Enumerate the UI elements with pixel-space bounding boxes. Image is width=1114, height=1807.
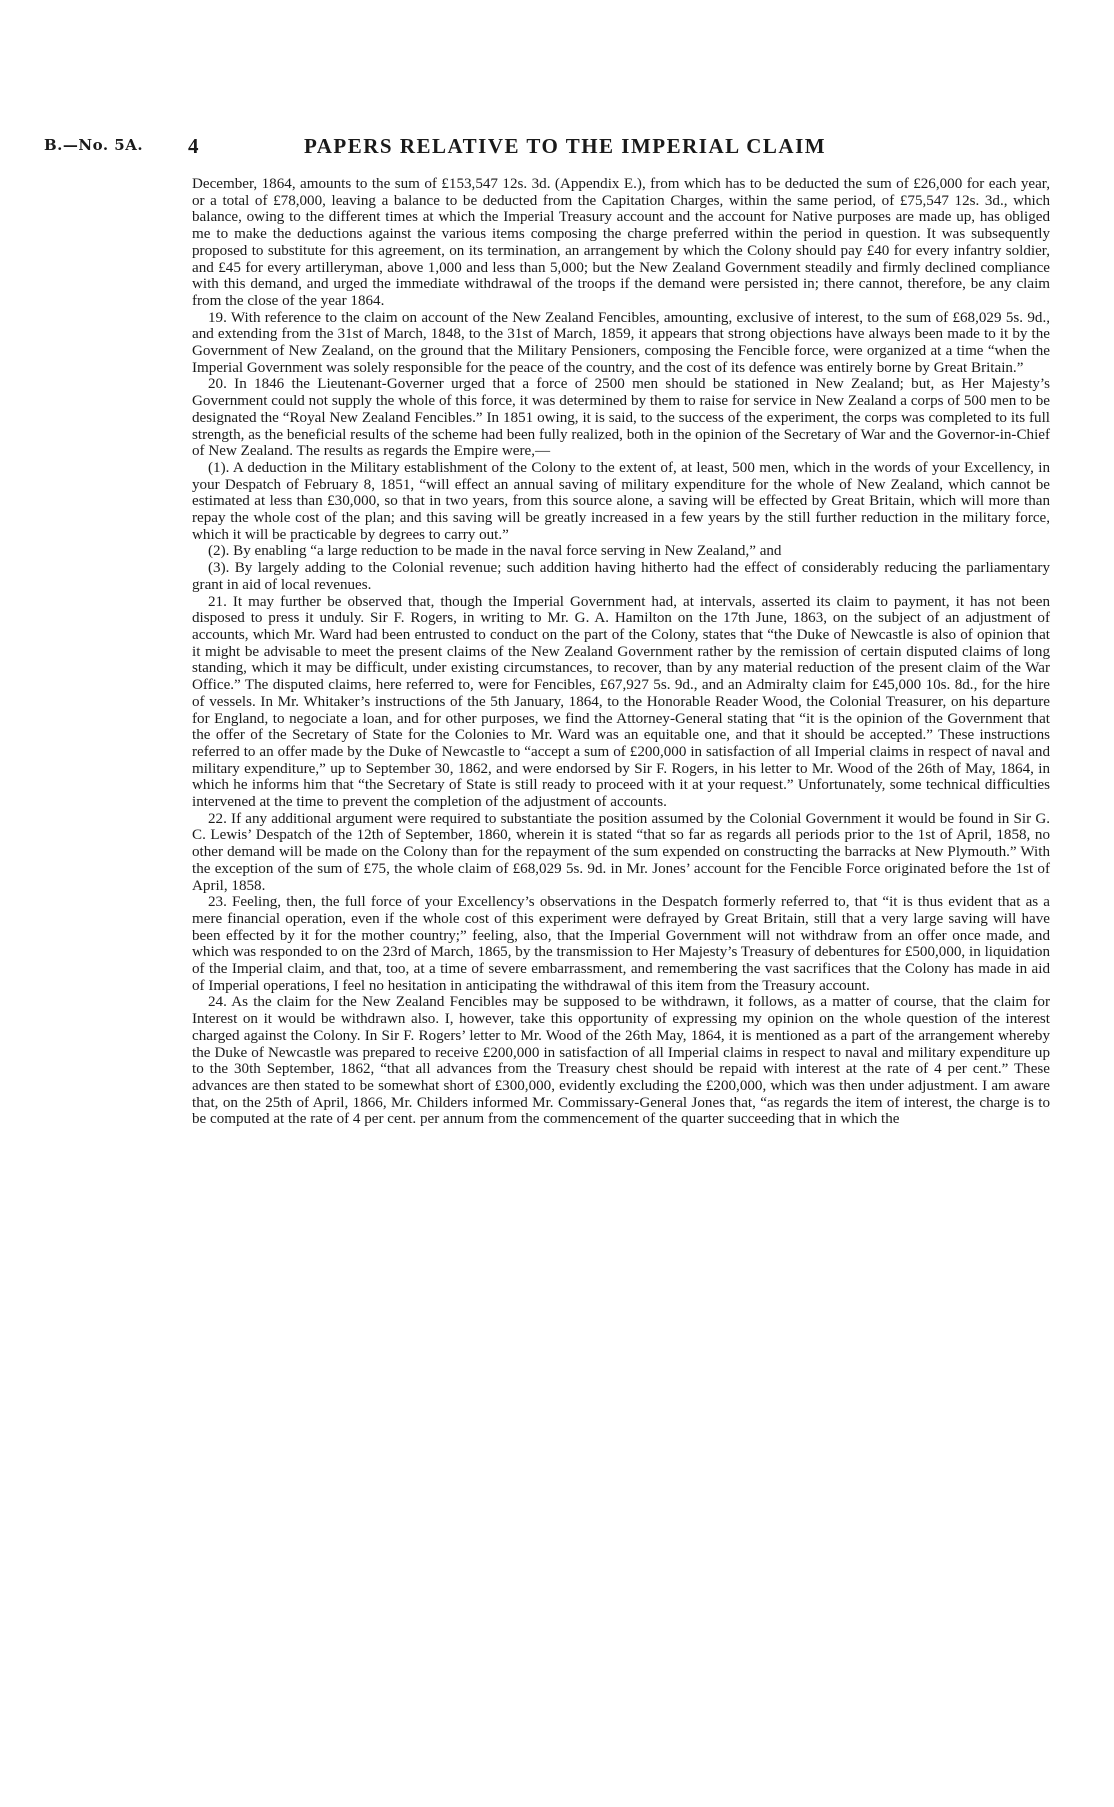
paragraph-21: 21. It may further be observed that, though the Imperial Government had, at intervals, asserted its claim to payment, it has not been disposed to press it unduly. Sir F. Rogers, in writing to Mr. G. A. Hamilton on the 17th June, 1863, on the subject of an adjustment of accounts, which Mr. Ward had been entrusted to conduct on the part of the Colony, states that “the Duke of Newcastle is also of opinion that it might be advisable to meet the present claims of the New Zealand Government rather by the remission of certain disputed claims of long standing, which it may be difficult, under existing circumstances, to recover, than by any material reduction of the present claim of the War Office.” The disputed claims, here referred to, were for Fencibles, £67,927 5s. 9d., and an Admiralty claim for £45,000 10s. 8d., for the hire of vessels. In Mr. Whitaker’s instructions of the 5th January, 1864, to the Honorable Reader Wood, the Colonial Treasurer, on his departure for England, to negociate a loan, and for other purposes, we find the Attorney-General stating that “it is the opinion of the Government that the offer of the Secretary of State for the Colonies to Mr. Ward was an equitable one, and that it should be accepted.” These instructions referred to an offer made by the Duke of Newcastle to “accept a sum of £200,000 in satisfaction of all Imperial claims in respect of naval and military expenditure,” up to September 30, 1862, and were endorsed by Sir F. Rogers, in his letter to Mr. Wood of the 26th of May, 1864, in which he informs him that “the Secretary of State is still ready to proceed with it at your request.” Unfortunately, some technical difficulties intervened at the time to prevent the completion of the adjustment of accounts. (192, 593, 1050, 811)
paragraph-23: 23. Feeling, then, the full force of your Excellency’s observations in the Despatch formerly referred to, that “it is thus evident that as a mere financial operation, even if the whole cost of this experiment were defrayed by Great Britain, still that a very large saving will have been effected by it for the mother country;” feeling, also, that the Imperial Government will not withdraw from an offer once made, and which was responded to on the 23rd of March, 1865, by the transmission to Her Majesty’s Treasury of debentures for £500,000, in liquidation of the Imperial claim, and that, too, at a time of severe embarrassment, and remembering the vast sacrifices that the Colony has made in aid of Imperial operations, I feel no hesitation in anticipating the withdrawal of this item from the Treasury account. (192, 894, 1050, 994)
paragraph-22: 22. If any additional argument were required to substantiate the position assumed by the Colonial Government it would be found in Sir G. C. Lewis’ Despatch of the 12th of September, 1860, wherein it is stated “that so far as regards all periods prior to the 1st of April, 1858, no other demand will be made on the Colony than for the repayment of the sum expended on constructing the barracks at New Plymouth.” With the exception of the sum of £75, the whole claim of £68,029 5s. 9d. in Mr. Jones’ account for the Fencible Force originated before the 1st of April, 1858. (192, 810, 1050, 894)
paragraph-continuation: December, 1864, amounts to the sum of £153,547 12s. 3d. (Appendix E.), from which has to be deducted the sum of £26,000 for each year, or a total of £78,000, leaving a balance to be deducted from the Capitation Charges, within the same period, of £75,547 12s. 3d., which balance, owing to the different times at which the Imperial Treasury account and the account for Native purposes are made up, has obliged me to make the deductions against the various items composing the charge preferred within the period in question. It was subsequently proposed to substitute for this agreement, on its termination, an arrangement by which the Colony should pay £40 for every infantry soldier, and £45 for every artilleryman, above 1,000 and less than 5,000; but the New Zealand Government steadily and firmly declined compliance with this demand, and urged the immediate withdrawal of the troops if the demand were persisted in; there cannot, therefore, be any claim from the close of the year 1864. (192, 176, 1050, 309)
series-number: B.—No. 5A. (44, 136, 144, 154)
page-header (0, 134, 1114, 164)
paragraph-24: 24. As the claim for the New Zealand Fencibles may be supposed to be withdrawn, it follows, as a matter of course, that the claim for Interest on it would be withdrawn also. I, however, take this opportunity of expressing my opinion on the whole question of the interest charged against the Colony. In Sir F. Rogers’ letter to Mr. Wood of the 26th May, 1864, it is mentioned as a part of the arrangement whereby the Duke of Newcastle was prepared to receive £200,000 in satisfaction of all Imperial claims in respect to naval and military expenditure up to the 30th September, 1862, “that all advances from the Treasury chest should be repaid with interest at the rate of 4 per cent.” These advances are then stated to be somewhat short of £300,000, evidently excluding the £200,000, which was then under adjustment. I am aware that, on the 25th of April, 1866, Mr. Childers informed Mr. Commissary-General Jones that, “as regards the item of interest, the charge is to be computed at the rate of 4 per cent. per annum from the commencement of the quarter succeeding that in which the (192, 994, 1050, 1128)
list-item-1: (1). A deduction in the Military establishment of the Colony to the extent of, at least, 500 men, which in the words of your Excellency, in your Despatch of February 8, 1851, “will effect an annual saving of military expenditure for the whole of New Zealand, which cannot be estimated at less than £30,000, so that in two years, from this source alone, a saving will be effected by Great Britain, which will more than repay the whole cost of the plan; and this saving will be greatly increased in a few years by the still further reduction in the military force, which it will be practicable by degrees to carry out.” (192, 459, 1050, 543)
running-title: PAPERS RELATIVE TO THE IMPERIAL CLAIM (304, 134, 827, 158)
body-text (192, 176, 1050, 1128)
list-item-2: (2). By enabling “a large reduction to be made in the naval force serving in New Zealand,” and (208, 543, 782, 560)
list-item-3: (3). By largely adding to the Colonial revenue; such addition having hitherto had the effect of considerably reducing the parliamentary grant in aid of local revenues. (192, 560, 1050, 593)
paragraph-20: 20. In 1846 the Lieutenant-Governer urged that a force of 2500 men should be stationed in New Zealand; but, as Her Majesty’s Government could not supply the whole of this force, it was determined by them to raise for service in New Zealand a corps of 500 men to be designated the “Royal New Zealand Fencibles.” In 1851 owing, it is said, to the success of the experiment, the corps was completed to its full strength, as the beneficial results of the scheme had been fully realized, both in the opinion of the Secretary of War and the Governor-in-Chief of New Zealand. The results as regards the Empire were,— (192, 376, 1050, 460)
page-number: 4 (188, 134, 199, 158)
paragraph-19: 19. With reference to the claim on account of the New Zealand Fencibles, amounting, exclusive of interest, to the sum of £68,029 5s. 9d., and extending from the 31st of March, 1848, to the 31st of March, 1859, it appears that strong objections have always been made to it by the Government of New Zealand, on the ground that the Military Pensioners, composing the Fencible force, were organized at a time “when the Imperial Government was solely responsible for the peace of the country, and the cost of its defence was entirely borne by Great Britain.” (192, 309, 1050, 376)
